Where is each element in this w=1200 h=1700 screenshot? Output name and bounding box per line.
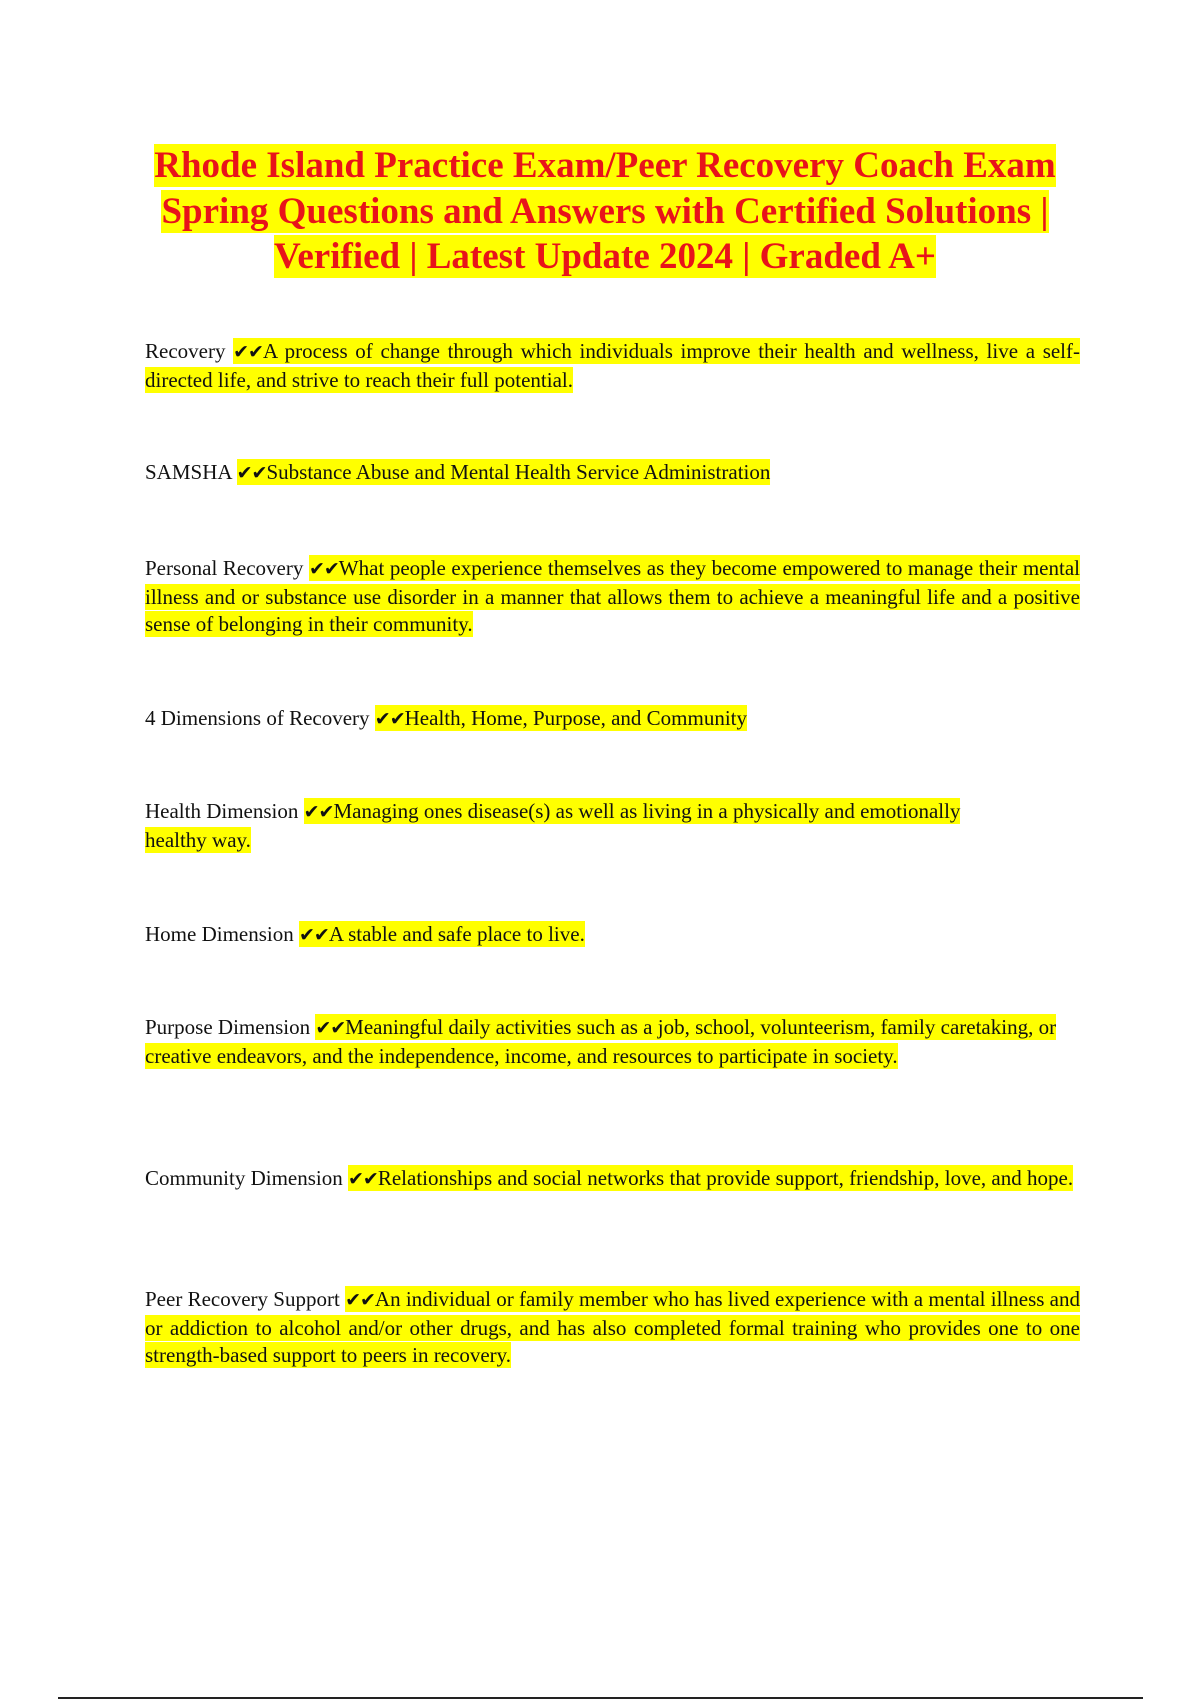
double-check-icon: ✔✔ xyxy=(236,462,267,484)
double-check-icon: ✔✔ xyxy=(303,801,334,823)
term-label: SAMSHA xyxy=(145,460,232,484)
term-label: Home Dimension xyxy=(145,922,294,946)
document-title-text: Rhode Island Practice Exam/Peer Recovery Coach Exam Spring Questions and Answers with Certified Solutions | Verified | Latest Update 2024 | Graded A+ xyxy=(154,145,1056,277)
term-label: Peer Recovery Support xyxy=(145,1287,340,1311)
answer-body: Relationships and social networks that provide support, friendship, love, and hope. xyxy=(377,1166,1074,1190)
double-check-icon: ✔✔ xyxy=(345,1289,375,1311)
answer-body: Substance Abuse and Mental Health Service Administration xyxy=(266,460,771,484)
term-label: 4 Dimensions of Recovery xyxy=(145,706,370,730)
page-bottom-rule xyxy=(58,1697,1143,1699)
answer-body: Health, Home, Purpose, and Community xyxy=(404,706,748,730)
qa-entry-peer-recovery-support xyxy=(145,1286,1080,1370)
double-check-icon: ✔✔ xyxy=(298,924,329,946)
qa-entry-home-dimension xyxy=(145,921,1080,950)
qa-entry-community-dimension xyxy=(145,1165,1080,1194)
term-label: Recovery xyxy=(145,339,226,363)
answer-body: A process of change through which individuals improve their health and wellness, live a self-directed life, and strive to reach their full potential. xyxy=(145,339,1081,392)
answer-body: Managing ones disease(s) as well as living in a physically and emotionally healthy way. xyxy=(145,799,961,852)
double-check-icon: ✔✔ xyxy=(315,1017,346,1039)
answer-body: Meaningful daily activities such as a job, school, volunteerism, family caretaking, or creative endeavors, and the independence, income, and resources to participate in society. xyxy=(145,1015,1057,1068)
answer-body: What people experience themselves as they become empowered to manage their mental illness and or substance use disorder in a manner that allows them to achieve a meaningful life and a positive sense of belonging in their community. xyxy=(145,556,1080,636)
answer-text xyxy=(375,705,747,731)
answer-text xyxy=(348,1165,1073,1191)
qa-entry-health-dimension xyxy=(145,798,975,854)
term-label: Purpose Dimension xyxy=(145,1015,311,1039)
answer-text xyxy=(145,338,1080,393)
double-check-icon: ✔✔ xyxy=(348,1168,378,1190)
answer-text xyxy=(299,921,585,947)
double-check-icon: ✔✔ xyxy=(374,708,405,730)
qa-entry-recovery xyxy=(145,338,1080,394)
term-label: Community Dimension xyxy=(145,1166,343,1190)
term-label: Health Dimension xyxy=(145,799,299,823)
document-title xyxy=(140,143,1070,280)
answer-text xyxy=(237,459,771,485)
qa-entry-4-dimensions xyxy=(145,705,1080,734)
answer-body: A stable and safe place to live. xyxy=(328,922,585,946)
double-check-icon: ✔✔ xyxy=(308,558,339,580)
qa-entry-personal-recovery xyxy=(145,555,1080,639)
answer-body: An individual or family member who has lived experience with a mental illness and or addiction to alcohol and/or other drugs, and has also completed formal training who provides one to one strength-based support to peers in recovery. xyxy=(145,1287,1081,1367)
qa-entry-samsha xyxy=(145,459,1080,488)
term-label: Personal Recovery xyxy=(145,556,304,580)
double-check-icon: ✔✔ xyxy=(233,341,263,363)
qa-entry-purpose-dimension xyxy=(145,1014,1080,1070)
